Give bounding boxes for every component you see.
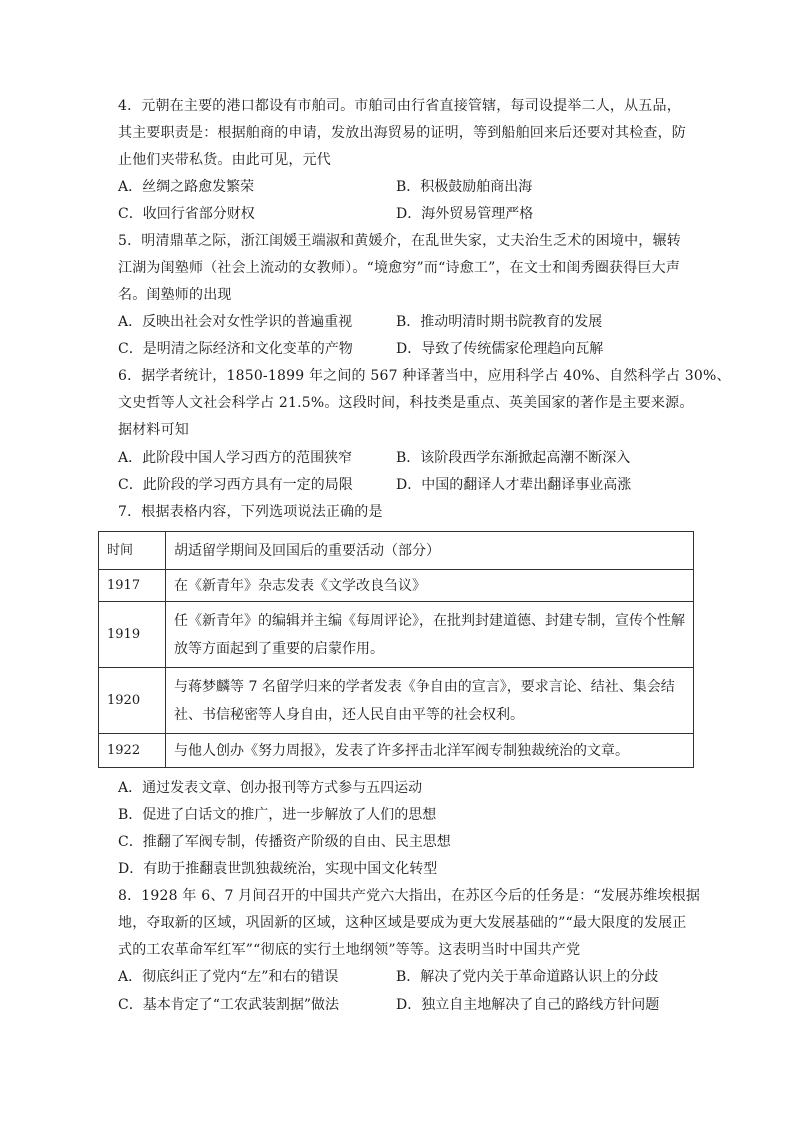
q7-option-a: A．通过发表文章、创办报刊等方式参与五四运动 [118,780,423,796]
table-row [99,668,694,734]
table-cell-year: 1920 [99,668,166,734]
q5-option-a: A．反映出社会对女性学识的普遍重视 [118,314,353,330]
q7-option-b: B．促进了白话文的推广，进一步解放了人们的思想 [118,807,437,823]
q6-option-c: C．此阶段的学习西方具有一定的局限 [118,477,353,493]
table-header-row [99,532,694,570]
q8-line-1: 8．1928 年 6、7 月间召开的中国共产党六大指出，在苏区今后的任务是：“发展苏维埃根据 [118,888,701,904]
q8-option-a: A．彻底纠正了党内“左”和右的错误 [118,969,339,985]
q4-option-d: D．海外贸易管理严格 [396,206,534,222]
table-header-time: 时间 [99,532,166,570]
q5-line-1: 5．明清鼎革之际，浙江闺媛王端淑和黄媛介，在乱世失家，丈夫治生乏术的困境中，辗转 [118,233,681,249]
q8-option-c: C．基本肯定了“工农武装割据”做法 [118,997,340,1013]
q4-option-c: C．收回行省部分财权 [118,206,255,222]
table-cell-year: 1917 [99,570,166,602]
q4-line-2: 其主要职责是：根据舶商的申请，发放出海贸易的证明，等到船舶回来后还要对其检查，防 [118,125,686,141]
q4-option-b: B．积极鼓励舶商出海 [396,179,533,195]
table-cell-year: 1919 [99,602,166,668]
q5-line-3: 名。闺塾师的出现 [118,287,232,303]
q5-option-c: C．是明清之际经济和文化变革的产物 [118,341,353,357]
table-cell-activity: 与蒋梦麟等 7 名留学归来的学者发表《争自由的宣言》，要求言论、结社、集会结社、书信秘密等人身自由，还人民自由平等的社会权利。 [166,668,694,734]
q7-option-c: C．推翻了军阀专制，传播资产阶级的自由、民主思想 [118,834,451,850]
q6-line-3: 据材料可知 [118,422,189,438]
hu-shi-activities-table [98,531,694,768]
q8-option-d: D．独立自主地解决了自己的路线方针问题 [396,997,660,1013]
q4-line-3: 止他们夹带私货。由此可见，元代 [118,152,331,168]
table-cell-activity: 任《新青年》的编辑并主编《每周评论》，在批判封建道德、封建专制，宣传个性解放等方面起到了重要的启蒙作用。 [166,602,694,668]
q6-option-d: D．中国的翻译人才辈出翻译事业高涨 [396,477,632,493]
q6-option-a: A．此阶段中国人学习西方的范围狭窄 [118,450,353,466]
q8-line-3: 式的工农革命军红军”“彻底的实行土地纲领”等等。这表明当时中国共产党 [118,942,581,958]
table-row [99,602,694,668]
table-header-activities: 胡适留学期间及回国后的重要活动（部分） [166,532,694,570]
q5-option-b: B．推动明清时期书院教育的发展 [396,314,603,330]
table-row [99,570,694,602]
table-cell-activity: 与他人创办《努力周报》，发表了许多抨击北洋军阀专制独裁统治的文章。 [166,734,694,768]
table-row [99,734,694,768]
q6-line-1: 6．据学者统计，1850-1899 年之间的 567 种译著当中，应用科学占 40%、自然科学占 30%、 [118,368,731,384]
q7-stem: 7．根据表格内容，下列选项说法正确的是 [118,504,383,520]
table-cell-activity: 在《新青年》杂志发表《文学改良刍议》 [166,570,694,602]
q6-line-2: 文史哲等人文社会科学占 21.5%。这段时间，科技类是重点、英美国家的著作是主要来源。 [118,395,694,411]
q4-line-1: 4．元朝在主要的港口都设有市舶司。市舶司由行省直接管辖，每司设提举二人，从五品， [118,98,681,114]
q4-option-a: A．丝绸之路愈发繁荣 [118,179,255,195]
q5-line-2: 江湖为闺塾师（社会上流动的女教师）。“境愈穷”而“诗愈工”，在文士和闺秀圈获得巨大声 [118,260,681,276]
q5-option-d: D．导致了传统儒家伦理趋向瓦解 [396,341,604,357]
q6-option-b: B．该阶段西学东渐掀起高潮不断深入 [396,450,631,466]
q8-option-b: B．解决了党内关于革命道路认识上的分歧 [396,969,659,985]
q7-option-d: D．有助于推翻袁世凯独裁统治，实现中国文化转型 [118,861,438,877]
q8-line-2: 地，夺取新的区域，巩固新的区域，这种区域是要成为更大发展基础的”“最大限度的发展正 [118,915,687,931]
table-cell-year: 1922 [99,734,166,768]
